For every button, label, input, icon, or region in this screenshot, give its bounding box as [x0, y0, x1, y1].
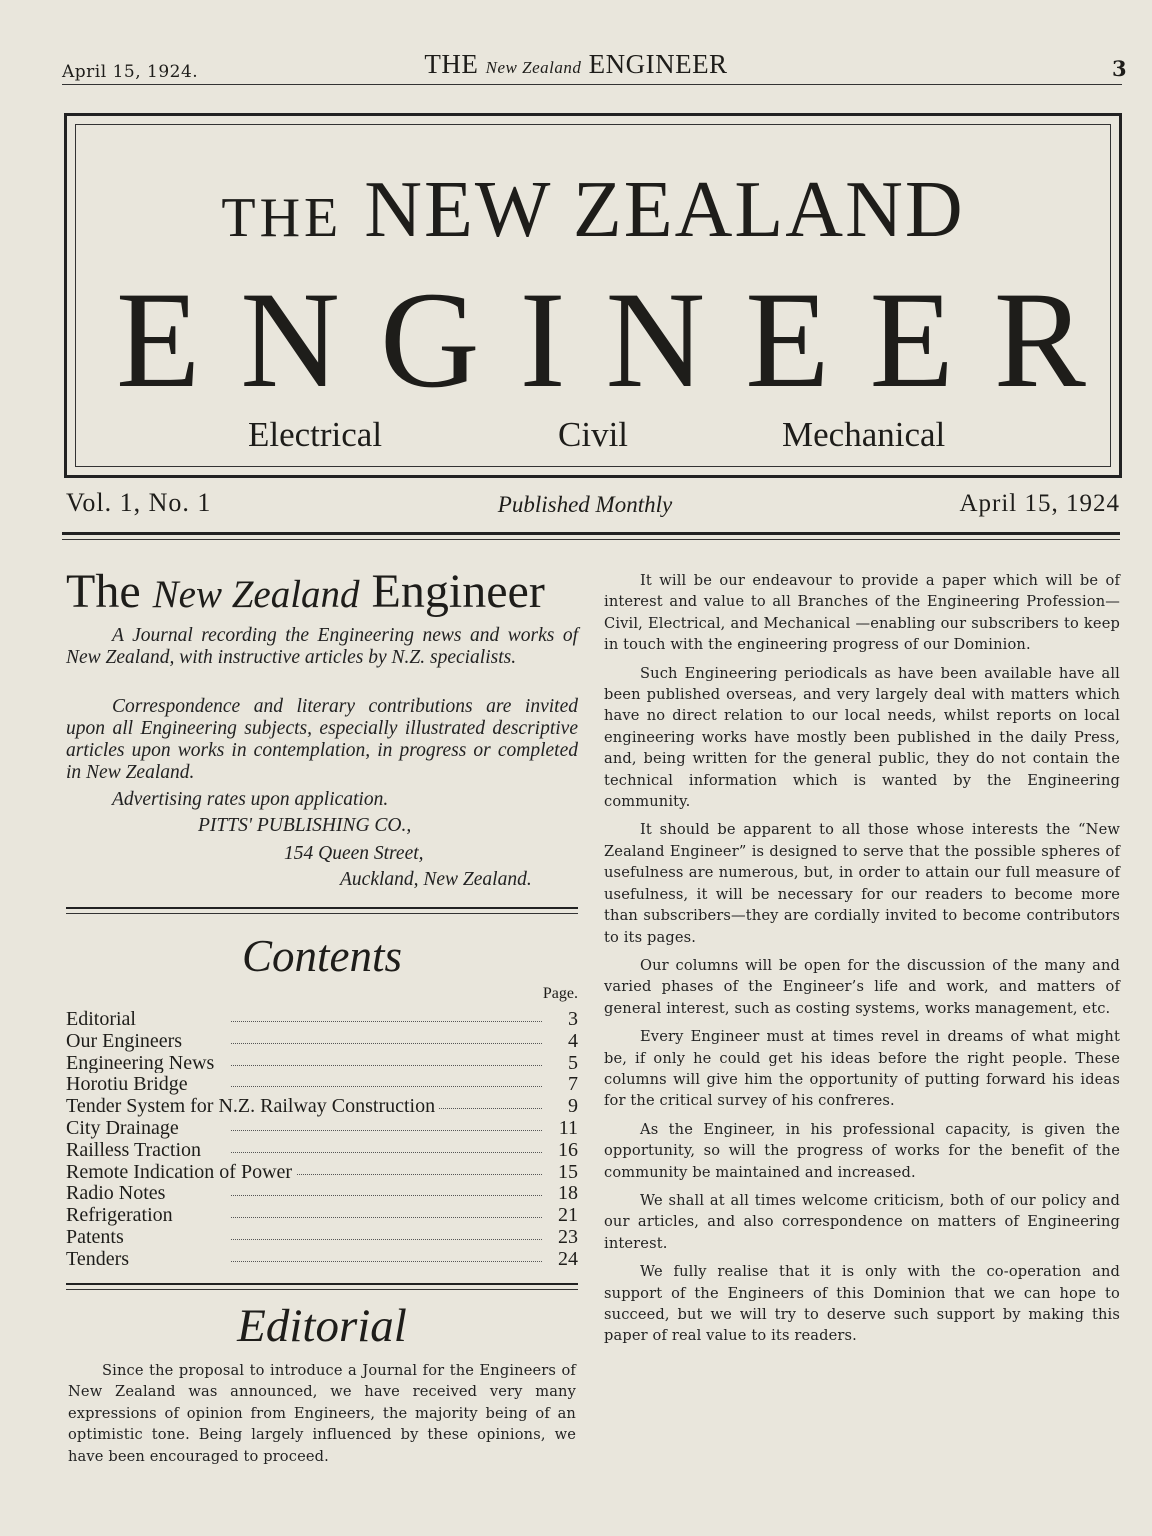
contents-item-page: 5	[568, 1051, 578, 1074]
masthead-inner-frame	[75, 124, 1126, 467]
branch-civil: Civil	[558, 415, 629, 454]
contents-item-title: Refrigeration	[66, 1204, 177, 1226]
running-header-title-the: THE	[424, 49, 479, 79]
contents-item-title: Railless Traction	[66, 1139, 205, 1161]
contents-item-page: 15	[558, 1160, 578, 1183]
masthead-new-zealand: NEW ZEALAND	[364, 166, 965, 254]
issue-volume: Vol. 1, No. 1	[66, 488, 212, 517]
masthead-engineer: ENGINEER	[116, 263, 1126, 416]
contents-item	[66, 1161, 578, 1183]
journal-title-the: The	[66, 565, 141, 618]
contents-leader-dots	[231, 1195, 542, 1196]
publisher-city: Auckland, New Zealand.	[340, 869, 532, 890]
header-rule	[62, 84, 1122, 85]
contents-leader-dots	[231, 1217, 542, 1218]
contents-leader-dots	[231, 1086, 542, 1087]
editorial-paragraph: It will be our endeavour to provide a paper which will be of interest and value to all Branches of the Engineering Profession—Civil, Electrical, and Mechanical —enabling our subscribers to keep in touch with the engineering progress of our Dominion.	[604, 572, 1120, 654]
editorial-paragraph: Such Engineering periodicals as have been available have all been published overseas, and very largely deal with matters which have no direct relation to our local needs, whilst reports on local engineering works have mostly been published in the daily Press, and, being written for the general public, they do not contain the technical information which is wanted by the Engineering community.	[604, 664, 1120, 811]
page-number: 3	[1112, 56, 1127, 81]
editorial-paragraph: Our columns will be open for the discussion of the many and varied phases of the Engineer’s life and work, and matters of general interest, such as costing systems, works management, etc.	[604, 956, 1120, 1017]
contents-item	[66, 1073, 578, 1095]
contents-item-page: 7	[568, 1073, 578, 1096]
contents-leader-dots	[231, 1130, 542, 1131]
contents-leader-dots	[231, 1152, 542, 1153]
contents-item-title: Remote Indication of Power	[66, 1161, 296, 1183]
editorial-paragraph: We shall at all times welcome criticism, both of our policy and our articles, and also correspondence on matters of Engineering interest.	[604, 1191, 1120, 1252]
contents-item	[66, 1248, 578, 1270]
running-header-title	[0, 49, 1152, 80]
masthead-the: THE	[221, 187, 343, 249]
running-header-date: April 15, 1924.	[62, 62, 199, 82]
contents-item-page: 4	[568, 1029, 578, 1052]
issue-frequency: Published Monthly	[497, 492, 673, 517]
contributions-invitation: Correspondence and literary contributions are invited upon all Engineering subjects, especially illustrated descriptive articles upon works in contemplation, in progress or completed in New Zealand.	[66, 696, 578, 783]
contents-item-title: Horotiu Bridge	[66, 1073, 192, 1095]
contents-item-page: 16	[558, 1138, 578, 1161]
contents-item-page: 18	[558, 1182, 578, 1205]
section-rule	[66, 1283, 578, 1290]
running-header-title-engineer: ENGINEER	[588, 49, 728, 79]
contents-item-title: Tender System for N.Z. Railway Construction	[66, 1095, 439, 1117]
contents-leader-dots	[231, 1239, 542, 1240]
contents-item-page: 23	[558, 1225, 578, 1248]
contents-item	[66, 1008, 578, 1030]
editorial-paragraph: As the Engineer, in his professional capacity, is given the opportunity, so will the progress of works for the benefit of the community be maintained and increased.	[604, 1120, 1120, 1181]
masthead-line-1	[76, 165, 1110, 263]
publisher-street: 154 Queen Street,	[284, 843, 424, 864]
contents-page-header: Page.	[542, 985, 578, 1002]
branch-mechanical: Mechanical	[782, 415, 946, 454]
contents-item	[66, 1226, 578, 1248]
publisher-name: PITTS' PUBLISHING CO.,	[198, 815, 412, 836]
branch-electrical: Electrical	[248, 415, 383, 454]
issue-rule	[62, 532, 1120, 540]
contents-item-page: 3	[568, 1008, 578, 1030]
editorial-paragraph: We fully realise that it is only with the co-operation and support of the Engineers of this Dominion that we can hope to succeed, but we will try to deserve such support by making this paper of real value to its readers.	[604, 1263, 1120, 1345]
editorial-paragraph: It should be apparent to all those whose interests the “New Zealand Engineer” is designed to serve that the possible spheres of usefulness are numerous, but, in order to attain our full measure of usefulness, it will be necessary for our readers to become more than subscribers—they are cordially invited to become contributors to its pages.	[604, 821, 1120, 946]
contents-heading: Contents	[241, 931, 402, 981]
contents-item-page: 11	[558, 1116, 578, 1139]
contents-item	[66, 1204, 578, 1226]
contents-leader-dots	[231, 1043, 542, 1044]
contents-item-title: Editorial	[66, 1008, 140, 1030]
editorial-paragraph: Since the proposal to introduce a Journal for the Engineers of New Zealand was announced, we have received very many expressions of opinion from Engineers, the majority being of an optimistic tone. Being largely influenced by these opinions, we have been encouraged to proceed.	[68, 1362, 576, 1465]
journal-title-nz: New Zealand	[152, 573, 360, 616]
journal-description: A Journal recording the Engineering news and works of New Zealand, with instructive articles by N.Z. specialists.	[66, 625, 578, 668]
journal-title-engineer: Engineer	[371, 565, 545, 618]
contents-leader-dots	[231, 1021, 542, 1022]
editorial-heading: Editorial	[237, 1300, 407, 1352]
contents-item	[66, 1030, 578, 1052]
contents-item	[66, 1052, 578, 1074]
contents-item-title: Patents	[66, 1226, 128, 1248]
contents-leader-dots	[231, 1261, 542, 1262]
contents-item-title: Tenders	[66, 1248, 133, 1270]
editorial-continued	[604, 570, 1120, 1354]
contents-item	[66, 1117, 578, 1139]
contents-leader-dots	[231, 1065, 542, 1066]
contents-item	[66, 1095, 578, 1117]
contents-item-page: 9	[568, 1095, 578, 1118]
masthead-box	[64, 113, 1126, 478]
issue-date: April 15, 1924	[959, 490, 1120, 517]
contents-item-title: Radio Notes	[66, 1182, 169, 1204]
contents-item	[66, 1139, 578, 1161]
advertising-note: Advertising rates upon application.	[112, 789, 389, 810]
contents-list	[66, 1008, 578, 1270]
contents-item-page: 24	[558, 1247, 578, 1270]
contents-item-title: Engineering News	[66, 1052, 218, 1074]
contents-item-title: Our Engineers	[66, 1030, 186, 1052]
running-header-title-nz: New Zealand	[485, 58, 582, 77]
section-rule	[66, 907, 578, 914]
contents-item	[66, 1182, 578, 1204]
editorial-paragraph: Every Engineer must at times revel in dreams of what might be, if only he could get his ideas before the right people. These columns will give him the opportunity of putting forward his ideas for the critical survey of his confreres.	[604, 1028, 1120, 1110]
contents-item-title: City Drainage	[66, 1117, 183, 1139]
contents-item-page: 21	[558, 1204, 578, 1227]
journal-title	[66, 562, 578, 625]
